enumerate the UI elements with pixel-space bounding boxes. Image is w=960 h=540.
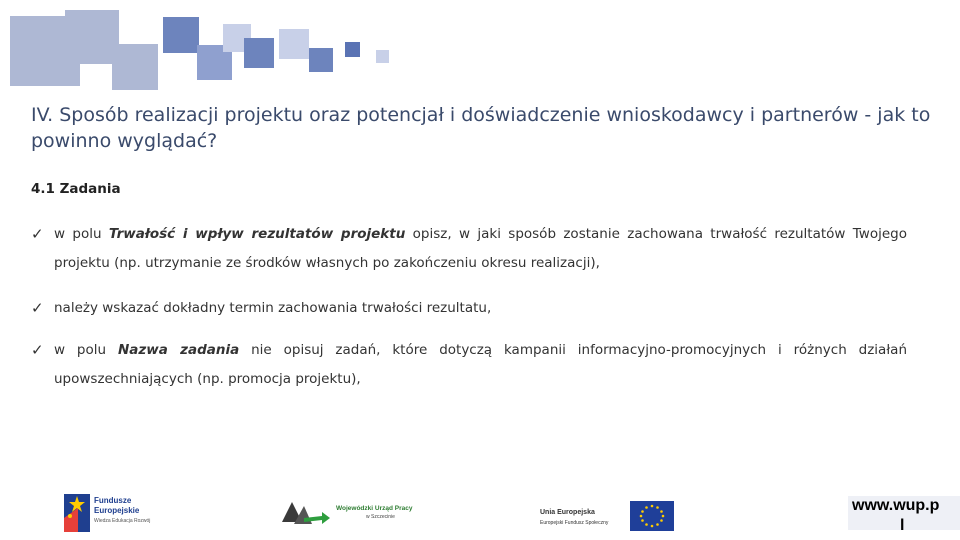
deco-square <box>112 44 158 90</box>
footer <box>0 486 960 540</box>
wup-mark-icon <box>282 498 330 526</box>
bullet-item <box>31 220 907 278</box>
page-title: IV. Sposób realizacji projektu oraz potencjał i doświadczenie wnioskodawcy i partnerów - jak to powinno wyglądać? <box>31 104 931 152</box>
bullet-item <box>31 336 907 394</box>
check-icon: ✓ <box>31 341 44 359</box>
wup-logo: Wojewódzki Urząd Pracy w Szczecinie <box>282 498 432 528</box>
deco-square <box>279 29 309 59</box>
section-heading: 4.1 Zadania <box>31 181 121 197</box>
bullet-text: w polu Nazwa zadania nie opisuj zadań, które dotyczą kampanii informacyjno-promocyjnych i różnych działań upowszechniających (np. promocja projektu), <box>54 342 908 387</box>
bullet-text: w polu Trwałość i wpływ rezultatów projektu opisz, w jaki sposób zostanie zachowana trwałość rezultatów Twojego projektu (np. utrzymanie ze środków własnych po zakończeniu okresu realizacji), <box>54 226 907 271</box>
star-flag-icon <box>64 494 90 532</box>
deco-square <box>309 48 333 72</box>
deco-square <box>65 10 119 64</box>
deco-square <box>345 42 360 57</box>
check-icon: ✓ <box>31 225 44 243</box>
eu-flag-icon <box>630 501 674 531</box>
deco-square <box>376 50 389 63</box>
check-icon: ✓ <box>31 299 44 317</box>
eu-logo: Unia Europejska Europejski Fundusz Społeczny <box>538 501 678 533</box>
website-url[interactable]: www.wup.p l <box>848 496 960 530</box>
deco-square <box>163 17 199 53</box>
fundusze-europejskie-logo: Fundusze Europejskie Wiedza Edukacja Rozwój <box>64 494 176 534</box>
bullet-text: należy wskazać dokładny termin zachowania trwałości rezultatu, <box>54 300 492 316</box>
bullet-item <box>31 294 907 323</box>
deco-square <box>244 38 274 68</box>
